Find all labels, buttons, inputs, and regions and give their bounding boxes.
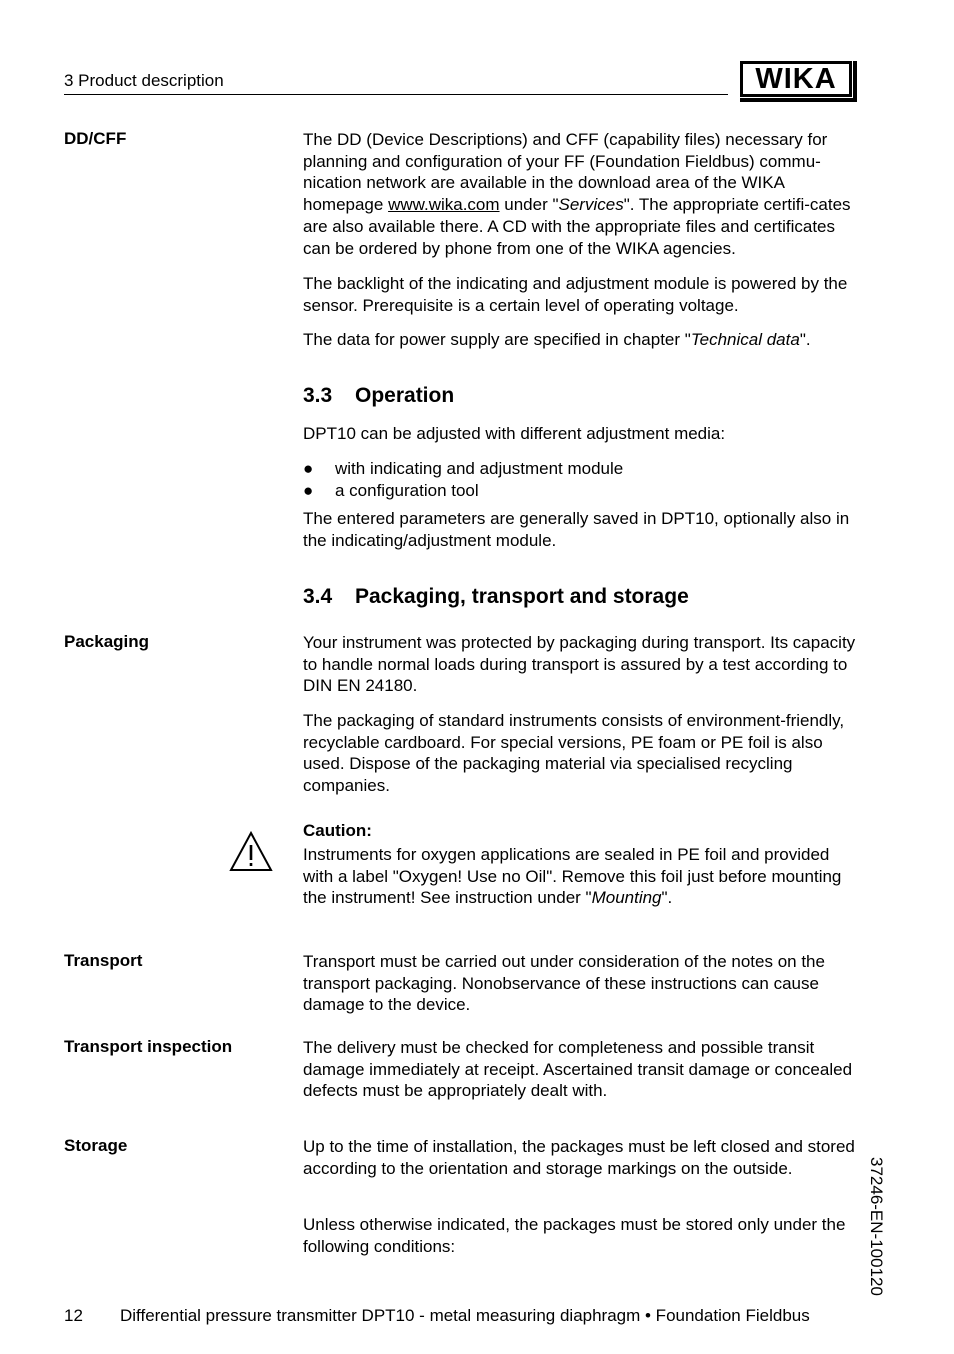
transport-inspection-paragraph: The delivery must be checked for completeness and possible transit damage immediately at receipt. Ascertained transit damage or concealed defects must be appropriately dealt with. [303,1038,853,1101]
text-run: under " [499,195,559,215]
side-label-ddcff: DD/CFF [64,129,127,148]
storage-paragraph-1: Up to the time of installation, the packages must be left closed and stored according to the orientation and storage markings on the outside. [303,1137,855,1178]
packaging-paragraph-1: Your instrument was protected by packaging during transport. Its capacity to handle normal loads during transport is assured by a test according to DIN EN 24180. [303,633,856,696]
warning-triangle-icon [229,830,273,872]
page-number: 12 [64,1306,83,1325]
caution-title: Caution: [303,821,372,840]
text-run: ". The appropriate certifi-cates are also available there. A CD with the appropriate files and certificates can be ordered by phone from one of the WIKA agencies. [303,195,851,258]
heading-title: Packaging, transport and storage [355,585,689,608]
operation-outro: The entered parameters are generally saved in DPT10, optionally also in the indicating/adjustment module. [303,509,850,550]
side-label-storage: Storage [64,1136,128,1155]
list-item-text: with indicating and adjustment module [335,459,624,478]
wika-homepage-link[interactable]: www.wika.com [388,195,500,215]
logo-text: WIKA [755,62,837,95]
header-rule [64,94,728,95]
text-run: ". [661,888,673,908]
text-run: The DD (Device Descriptions) and CFF (capability files) necessary for planning and configuration of your FF (Foundation Fieldbus) commu-nication network are available in the download area of the WIKA homepage [303,130,828,215]
heading-number: 3.3 [303,384,333,407]
document-number: 37246-EN-100120 [867,1157,886,1296]
logo-shadow-bottom [740,98,857,102]
bullet-icon: ● [303,481,314,500]
side-label-transport-inspection: Transport inspection [64,1037,233,1056]
text-run: Instruments for oxygen applications are sealed in PE foil and provided with a label "Oxygen! Use no Oil". Remove this foil just before mounting the instrument! See instruction under " [303,845,842,908]
caution-text [303,844,859,909]
operation-intro: DPT10 can be adjusted with different adjustment media: [303,424,726,443]
ddcff-paragraph-2: The backlight of the indicating and adjustment module is powered by the sensor. Prerequisite is a certain level of operating voltage. [303,274,848,315]
text-run: The data for power supply are specified in chapter " [303,330,691,349]
list-item [303,458,859,480]
heading-title: Operation [355,384,455,407]
wika-logo [740,61,852,97]
heading-operation [303,384,454,408]
storage-paragraph-2: Unless otherwise indicated, the packages must be stored only under the following conditions: [303,1215,846,1256]
packaging-paragraph-2: The packaging of standard instruments consists of environment-friendly, recyclable cardboard. For special versions, PE foam or PE foil is also used. Dispose of the packaging material via specialised recycling companies. [303,711,845,796]
header-section-label: 3 Product description [64,71,224,90]
transport-paragraph: Transport must be carried out under consideration of the notes on the transport packaging. Nonobservance of these instructions can cause damage to the device. [303,952,825,1015]
ddcff-paragraph-1 [303,129,859,259]
list-item [303,480,859,502]
heading-number: 3.4 [303,585,333,608]
side-label-packaging: Packaging [64,632,150,651]
heading-packaging-transport-storage [303,585,689,609]
logo-shadow-right [853,61,857,102]
text-run-italic: Services [558,195,624,215]
text-run-italic: Mounting [591,888,662,908]
page-footer [64,1306,858,1326]
footer-title: Differential pressure transmitter DPT10 - metal measuring diaphragm • Foundation Fieldbus [120,1306,810,1325]
side-label-transport: Transport [64,951,143,970]
list-item-text: a configuration tool [335,481,479,500]
bullet-icon: ● [303,459,314,478]
text-run-italic: Technical data [690,330,800,349]
ddcff-paragraph-3 [303,329,859,351]
text-run: ". [799,330,811,349]
operation-bullet-list [303,458,859,502]
